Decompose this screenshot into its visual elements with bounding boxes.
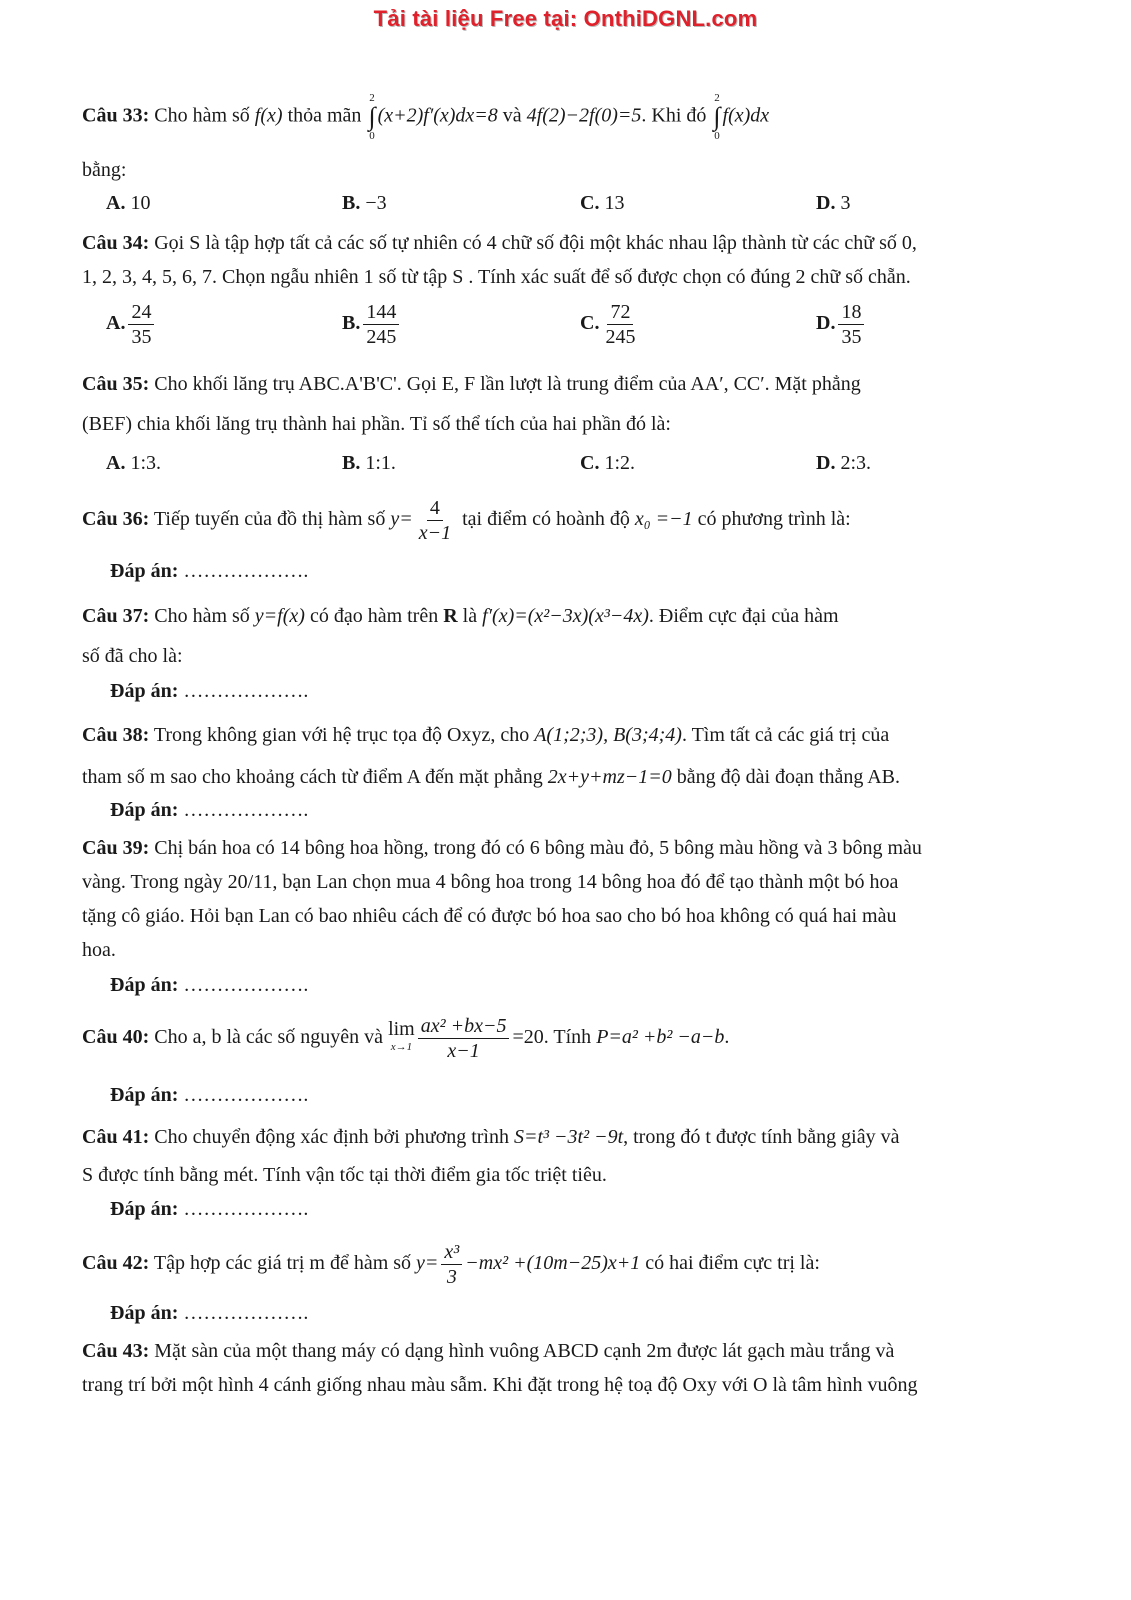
question-35 bbox=[82, 364, 1056, 444]
option-c[interactable]: C. 1:2. bbox=[580, 452, 636, 474]
option-b[interactable]: B. −3 bbox=[342, 192, 387, 214]
q42-expr: −mx² +(10m−25)x+1 bbox=[465, 1252, 641, 1274]
q43-text: Mặt sàn của một thang máy có dạng hình vuông ABCD cạnh 2m được lát gạch màu trắng và bbox=[154, 1340, 895, 1362]
q42-text: Tập hợp các giá trị m để hàm số bbox=[153, 1252, 412, 1274]
question-34 bbox=[82, 226, 1056, 294]
q40-text: . bbox=[724, 1026, 730, 1048]
q39-text: vàng. Trong ngày 20/11, bạn Lan chọn mua 4 bông hoa trong 14 bông hoa đó để tạo thành một bó hoa bbox=[82, 871, 899, 893]
q35-text: (BEF) chia khối lăng trụ thành hai phần. Tỉ số thể tích của hai phần đó là: bbox=[82, 413, 671, 435]
question-37 bbox=[82, 596, 1056, 676]
q33-text: và bbox=[502, 104, 522, 127]
answer-field-40[interactable]: Đáp án: ………………. bbox=[110, 1084, 309, 1106]
question-33 bbox=[82, 92, 1056, 142]
q35-text: Cho khối lăng trụ ABC.A'B'C'. Gọi E, F lần lượt là trung điểm của AA′, CC′. Mặt phẳng bbox=[154, 373, 861, 395]
q41-text: Cho chuyển động xác định bởi phương trình bbox=[154, 1126, 509, 1148]
q34-options bbox=[106, 300, 1056, 360]
q33-expr3: f(x)dx bbox=[722, 104, 770, 127]
q42-label: Câu 42: bbox=[82, 1252, 150, 1274]
q40-text: Cho a, b là các số nguyên và bbox=[154, 1026, 384, 1048]
option-b[interactable]: B. 1:1. bbox=[342, 452, 396, 474]
q39-text: hoa. bbox=[82, 939, 116, 961]
option-d[interactable]: D. 3 bbox=[816, 192, 851, 214]
q34-label: Câu 34: bbox=[82, 232, 150, 254]
q37-text: có đạo hàm trên bbox=[309, 605, 439, 627]
q33-text: bằng: bbox=[82, 159, 127, 181]
q40-fraction: $\frac{\text{ax² +bx−5}}{x-1}$ bbox=[418, 1014, 510, 1063]
q41-text: S được tính bằng mét. Tính vận tốc tại thời điểm gia tốc triệt tiêu. bbox=[82, 1164, 607, 1186]
q38-text: Trong không gian với hệ trục tọa độ Oxyz, cho bbox=[153, 724, 530, 746]
q33-fx: f(x) bbox=[254, 104, 283, 127]
q38-plane: 2x+y+mz−1=0 bbox=[547, 766, 672, 788]
q41-text: , trong đó t được tính bằng giây và bbox=[623, 1126, 900, 1148]
q36-text: có phương trình là: bbox=[697, 508, 851, 530]
question-39 bbox=[82, 831, 1056, 967]
q42-y: y= bbox=[416, 1252, 439, 1274]
question-38 bbox=[82, 714, 1056, 798]
answer-field-42[interactable]: Đáp án: ………………. bbox=[110, 1302, 309, 1324]
question-40 bbox=[82, 1012, 1056, 1063]
q42-text: có hai điểm cực trị là: bbox=[645, 1252, 820, 1274]
q38-text: . Tìm tất cả các giá trị của bbox=[681, 724, 890, 746]
answer-field-38[interactable]: Đáp án: ………………. bbox=[110, 799, 309, 821]
answer-field-41[interactable]: Đáp án: ………………. bbox=[110, 1198, 309, 1220]
q43-text: trang trí bởi một hình 4 cánh giống nhau màu sẫm. Khi đặt trong hệ toạ độ Oxy với O là tâm hình vuông bbox=[82, 1374, 918, 1396]
q38-text: tham số m sao cho khoảng cách từ điểm A đến mặt phẳng bbox=[82, 766, 543, 788]
q37-R: R bbox=[443, 605, 458, 627]
option-b[interactable]: B. $\frac{144}{245}$ bbox=[342, 300, 402, 349]
q37-text: số đã cho là: bbox=[82, 645, 183, 667]
integral-sign: 2 ∫ 0 bbox=[713, 92, 721, 142]
q34-text: Gọi S là tập hợp tất cả các số tự nhiên có 4 chữ số đội một khác nhau lập thành từ các chữ số 0, bbox=[154, 232, 917, 254]
question-36 bbox=[82, 494, 1056, 545]
q43-label: Câu 43: bbox=[82, 1340, 150, 1362]
site-header[interactable]: Tải tài liệu Free tại: OnthiDGNL.com bbox=[373, 6, 758, 31]
q40-text: . Tính bbox=[543, 1026, 592, 1048]
q36-x0: x₀ =−1 bbox=[634, 508, 693, 530]
option-d[interactable]: D. 2:3. bbox=[816, 452, 872, 474]
option-a[interactable]: A. 1:3. bbox=[106, 452, 162, 474]
q39-label: Câu 39: bbox=[82, 837, 150, 859]
q35-options bbox=[106, 452, 1056, 488]
q33-expr2: 4f(2)−2f(0)=5 bbox=[526, 104, 642, 127]
question-43 bbox=[82, 1334, 1056, 1402]
option-c[interactable]: C. 13 bbox=[580, 192, 625, 214]
q37-text: là bbox=[462, 605, 478, 627]
q36-fraction: $\frac{4}{x-1}$ bbox=[418, 496, 452, 544]
answer-field-39[interactable]: Đáp án: ………………. bbox=[110, 974, 309, 996]
q33-text: Cho hàm số bbox=[154, 104, 250, 127]
q35-label: Câu 35: bbox=[82, 373, 150, 395]
q37-fn: y=f(x) bbox=[254, 605, 305, 627]
q33-options bbox=[106, 192, 1056, 228]
q40-label: Câu 40: bbox=[82, 1026, 150, 1048]
question-42 bbox=[82, 1238, 1056, 1289]
q38-points: A(1;2;3), B(3;4;4) bbox=[534, 724, 682, 746]
q38-text: bằng độ dài đoạn thẳng AB. bbox=[676, 766, 901, 788]
q37-label: Câu 37: bbox=[82, 605, 150, 627]
q33-expr1: (x+2)f′(x)dx=8 bbox=[377, 104, 498, 127]
q33-label: Câu 33: bbox=[82, 104, 150, 127]
option-a[interactable]: A. 10 bbox=[106, 192, 151, 214]
q40-eq: =20 bbox=[512, 1026, 544, 1048]
answer-field-36[interactable]: Đáp án: ………………. bbox=[110, 560, 309, 582]
integral-sign: 2 ∫ 0 bbox=[368, 92, 376, 142]
option-d[interactable]: D. $\frac{18}{35}$ bbox=[816, 300, 867, 349]
question-41 bbox=[82, 1118, 1056, 1194]
option-c[interactable]: C. $\frac{72}{245}$ bbox=[580, 301, 636, 348]
q37-text: Cho hàm số bbox=[154, 605, 250, 627]
q33-text: thỏa mãn bbox=[287, 104, 362, 127]
q42-fraction: $\frac{\text{x³}}{3}$ bbox=[441, 1240, 462, 1289]
q37-text: . Điểm cực đại của hàm bbox=[648, 605, 839, 627]
q34-text: 1, 2, 3, 4, 5, 6, 7. Chọn ngẫu nhiên 1 số từ tập S . Tính xác suất để số được chọn có đúng 2 chữ số chẵn. bbox=[82, 266, 911, 288]
q41-label: Câu 41: bbox=[82, 1126, 150, 1148]
q39-text: Chị bán hoa có 14 bông hoa hồng, trong đó có 6 bông màu đỏ, 5 bông màu hồng và 3 bông màu bbox=[154, 837, 922, 859]
q40-limit: lim x→1 bbox=[388, 1018, 415, 1054]
q39-text: tặng cô giáo. Hỏi bạn Lan có bao nhiêu cách để có được bó hoa sao cho bó hoa không có quá hai màu bbox=[82, 905, 897, 927]
q41-eq: S=t³ −3t² −9t bbox=[513, 1126, 624, 1148]
q37-deriv: f′(x)=(x²−3x)(x³−4x) bbox=[482, 605, 649, 627]
answer-field-37[interactable]: Đáp án: ………………. bbox=[110, 680, 309, 702]
q36-text: tại điểm có hoành độ bbox=[462, 508, 630, 530]
q36-y: y= bbox=[390, 508, 413, 530]
option-a[interactable]: A. $\frac{24}{35}$ bbox=[106, 300, 157, 349]
q40-P: P=a² +b² −a−b bbox=[596, 1026, 725, 1048]
q36-label: Câu 36: bbox=[82, 508, 150, 530]
q33-text: . Khi đó bbox=[641, 104, 707, 127]
q38-label: Câu 38: bbox=[82, 724, 150, 746]
q33-line2 bbox=[82, 153, 1056, 187]
q36-text: Tiếp tuyến của đồ thị hàm số bbox=[153, 508, 386, 530]
